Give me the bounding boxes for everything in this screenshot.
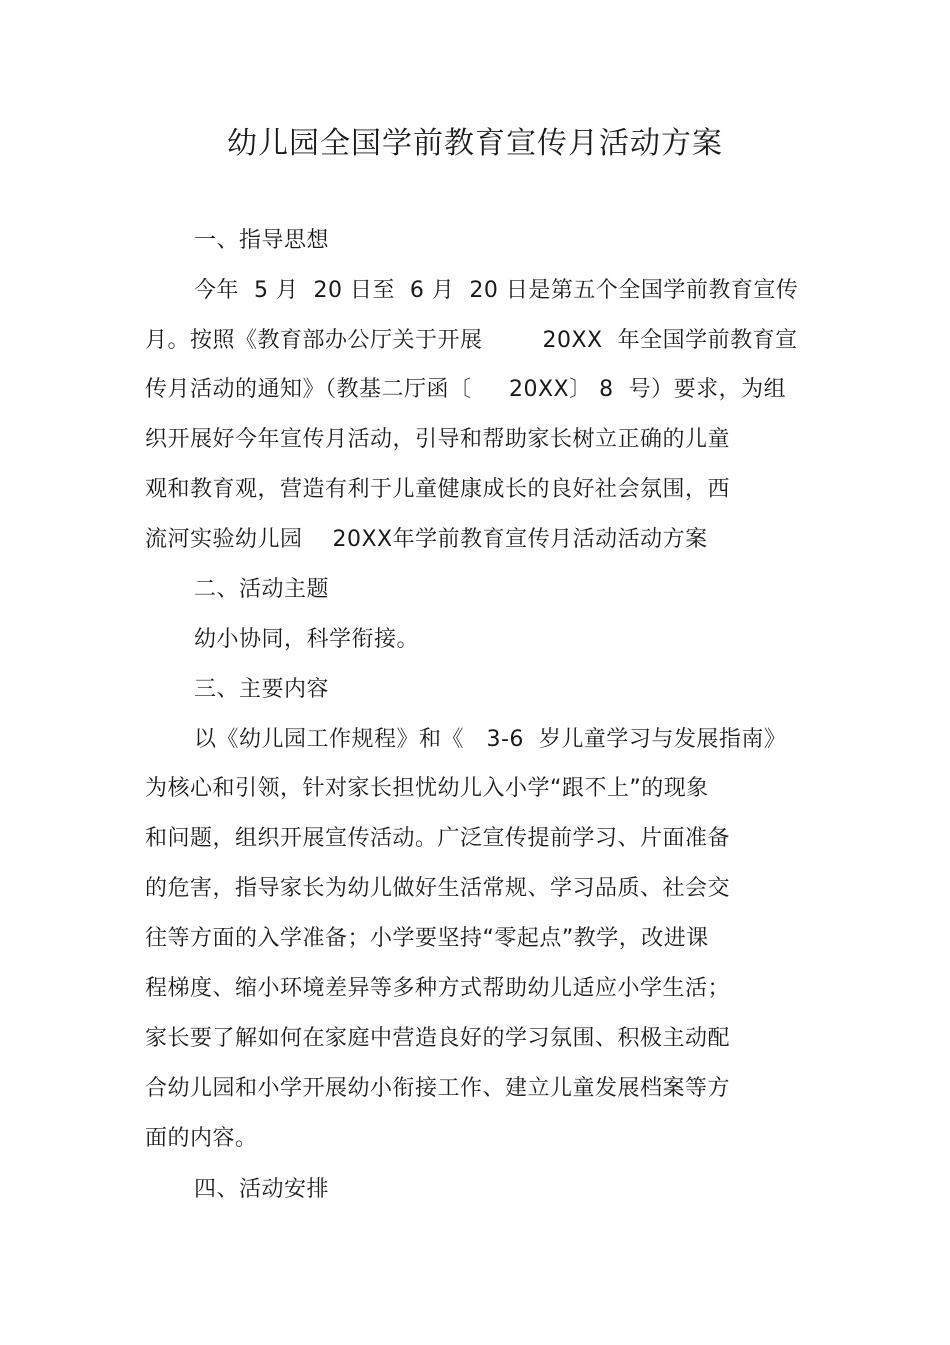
section-heading-2: 二、活动主题: [194, 577, 330, 602]
paragraph-line: 为核心和引领，针对家长担忧幼儿入小学“跟不上”的现象: [145, 776, 709, 801]
paragraph-line: 织开展好今年宣传月活动，引导和帮助家长树立正确的儿童: [145, 427, 731, 452]
section-heading-3: 三、主要内容: [194, 677, 330, 702]
paragraph-line: 和问题，组织开展宣传活动。广泛宣传提前学习、片面准备: [145, 826, 731, 851]
paragraph-line: 以《幼儿园工作规程》和《 3-6 岁儿童学习与发展指南》: [194, 727, 787, 752]
paragraph-line: 程梯度、缩小环境差异等多种方式帮助幼儿适应小学生活；: [145, 976, 731, 1001]
document-title: 幼儿园全国学前教育宣传月活动方案: [227, 126, 723, 161]
paragraph-line: 流河实验幼儿园 20XX年学前教育宣传月活动活动方案: [145, 527, 708, 552]
section-heading-1: 一、指导思想: [194, 228, 330, 253]
paragraph-line: 面的内容。: [145, 1126, 258, 1151]
paragraph-line: 的危害，指导家长为幼儿做好生活常规、学习品质、社会交: [145, 876, 731, 901]
paragraph-line: 家长要了解如何在家庭中营造良好的学习氛围、积极主动配: [145, 1026, 731, 1051]
paragraph-line: 往等方面的入学准备；小学要坚持“零起点”教学，改进课: [145, 926, 709, 951]
section-heading-4: 四、活动安排: [194, 1177, 330, 1202]
paragraph-line: 月。按照《教育部办公厅关于开展 20XX 年全国学前教育宣: [145, 328, 798, 353]
paragraph-line: 传月活动的通知》（教基二厅函〔 20XX〕 8 号）要求，为组: [145, 377, 787, 402]
paragraph-line: 观和教育观，营造有利于儿童健康成长的良好社会氛围，西: [145, 477, 731, 502]
paragraph-line: 幼小协同，科学衔接。: [194, 627, 420, 652]
paragraph-line: 合幼儿园和小学开展幼小衔接工作、建立儿童发展档案等方: [145, 1076, 731, 1101]
paragraph-line: 今年 5 月 20 日至 6 月 20 日是第五个全国学前教育宣传: [194, 278, 799, 303]
